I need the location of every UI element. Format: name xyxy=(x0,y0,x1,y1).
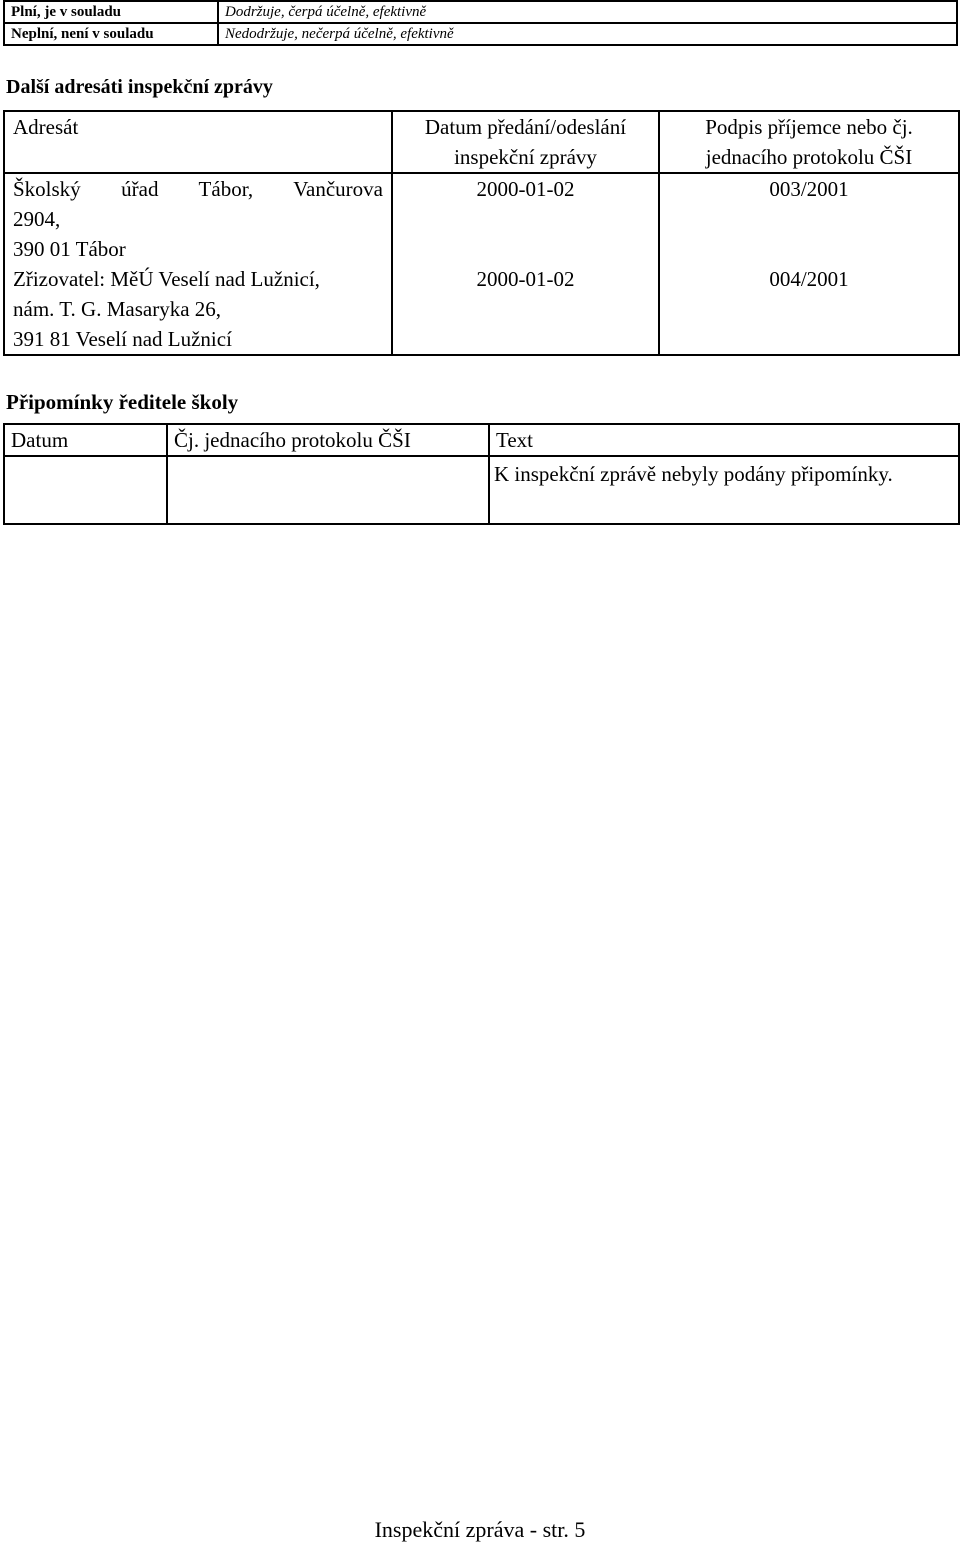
header-addressee: Adresát xyxy=(4,111,392,173)
date-cell: 2000-01-02 xyxy=(392,264,659,355)
table-row xyxy=(4,173,959,264)
header-text: Text xyxy=(489,424,959,456)
comments-title: Připomínky ředitele školy xyxy=(6,390,239,414)
ref-cell: 003/2001 xyxy=(659,173,959,264)
address-line: Školský úřad Tábor, Vančurova xyxy=(13,177,383,201)
table-row xyxy=(4,264,959,355)
header-date: Datum xyxy=(4,424,167,456)
header-date: Datum předání/odeslání inspekční zprávy xyxy=(392,111,659,173)
address-line: nám. T. G. Masaryka 26, xyxy=(13,297,222,321)
table-row xyxy=(4,456,959,524)
comment-text-cell: K inspekční zprávě nebyly podány připomínky. xyxy=(489,456,959,524)
legend-row xyxy=(4,23,957,45)
header-signature: Podpis příjemce nebo čj. jednacího protokolu ČŠI xyxy=(659,111,959,173)
legend-key: Neplní, není v souladu xyxy=(4,23,218,45)
addressees-header-row xyxy=(4,111,959,173)
legend-table xyxy=(3,0,958,46)
address-line: Zřizovatel: MěÚ Veselí nad Lužnicí, xyxy=(13,267,320,291)
addressees-title: Další adresáti inspekční zprávy xyxy=(6,76,273,98)
addressee-cell xyxy=(4,264,392,355)
date-cell: 2000-01-02 xyxy=(392,173,659,264)
comment-date-cell xyxy=(4,456,167,524)
header-ref: Čj. jednacího protokolu ČŠI xyxy=(167,424,489,456)
addressee-cell xyxy=(4,173,392,264)
legend-value: Dodržuje, čerpá účelně, efektivně xyxy=(218,1,957,23)
legend-row xyxy=(4,1,957,23)
address-line: 390 01 Tábor xyxy=(13,237,126,261)
legend-key: Plní, je v souladu xyxy=(4,1,218,23)
comment-ref-cell xyxy=(167,456,489,524)
legend-value: Nedodržuje, nečerpá účelně, efektivně xyxy=(218,23,957,45)
address-line: 391 81 Veselí nad Lužnicí xyxy=(13,327,232,351)
address-line: 2904, xyxy=(13,207,61,231)
comments-table xyxy=(3,423,960,525)
comments-header-row xyxy=(4,424,959,456)
page-footer: Inspekční zpráva - str. 5 xyxy=(374,1517,586,1542)
addressees-table xyxy=(3,110,960,356)
ref-cell: 004/2001 xyxy=(659,264,959,355)
